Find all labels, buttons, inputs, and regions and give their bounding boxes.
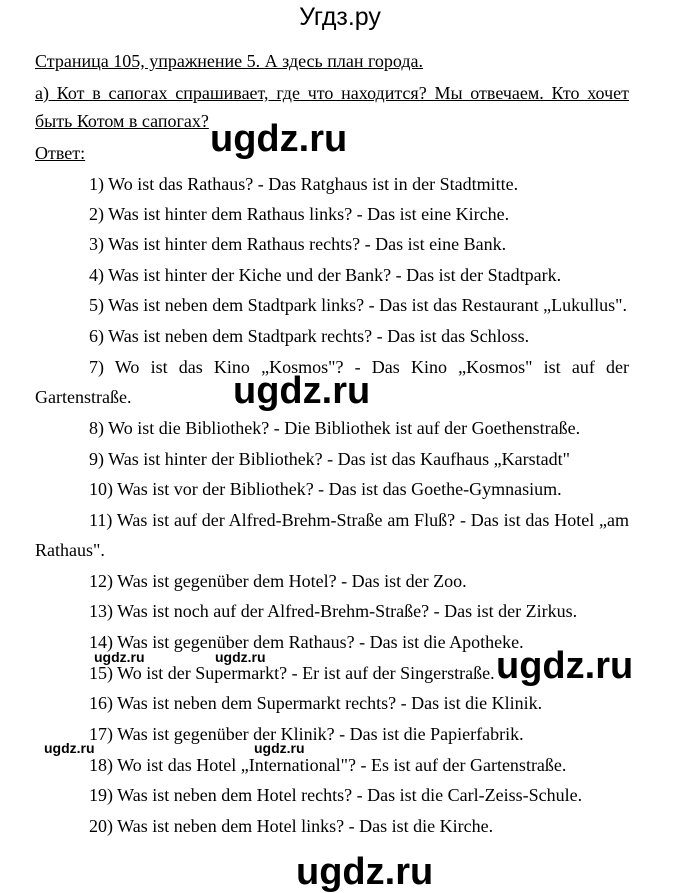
watermark: ugdz.ru (215, 649, 266, 665)
watermark: ugdz.ru (254, 740, 305, 756)
watermark: ugdz.ru (233, 370, 371, 412)
answer-5: 5) Was ist neben dem Stadtpark links? - Das ist das Restaurant „Lukullus". (89, 295, 627, 315)
answer-9: 9) Was ist hinter der Bibliothek? - Das ist das Kaufhaus „Karstadt" (89, 449, 570, 469)
answer-6: 6) Was ist neben dem Stadtpark rechts? - Das ist das Schloss. (89, 326, 530, 346)
watermark: ugdz.ru (296, 851, 434, 893)
answer-17: 17) Was ist gegenüber der Klinik? - Das ist die Papierfabrik. (89, 724, 524, 744)
answer-12: 12) Was ist gegenüber dem Hotel? - Das ist der Zoo. (89, 571, 467, 591)
answer-4: 4) Was ist hinter der Kiche und der Bank? - Das ist der Stadtpark. (89, 265, 562, 285)
answer-1: 1) Wo ist das Rathaus? - Das Ratghaus ist in der Stadtmitte. (89, 174, 519, 194)
task-title: Страница 105, упражнение 5. А здесь план города. (35, 51, 424, 71)
answer-10: 10) Was ist vor der Bibliothek? - Das ist das Goethe-Gymnasium. (89, 479, 562, 499)
answer-label: Ответ: (35, 143, 86, 163)
answer-15: 15) Wo ist der Supermarkt? - Er ist auf der Singerstraße. (89, 663, 495, 683)
site-title: Угдз.ру (299, 3, 381, 31)
answer-20: 20) Was ist neben dem Hotel links? - Das ist die Kirche. (89, 816, 494, 836)
watermark: ugdz.ru (44, 740, 95, 756)
answer-13: 13) Was ist noch auf der Alfred-Brehm-Straße? - Das ist der Zirkus. (89, 601, 578, 621)
answer-7-continuation: Gartenstraße. (35, 387, 132, 407)
answer-3: 3) Was ist hinter dem Rathaus rechts? - Das ist eine Bank. (89, 234, 507, 254)
answer-2: 2) Was ist hinter dem Rathaus links? - Das ist eine Kirche. (89, 204, 510, 224)
task-question-line-1: а) Кот в сапогах спрашивает, где что находится? Мы отвечаем. Кто хочет (35, 83, 629, 103)
task-question-line-2: быть Котом в сапогах? (35, 111, 209, 131)
watermark: ugdz.ru (210, 118, 348, 160)
answer-11: 11) Was ist auf der Alfred-Brehm-Straße am Fluß? - Das ist das Hotel „am (89, 510, 629, 530)
answer-11-continuation: Rathaus". (35, 540, 105, 560)
answer-8: 8) Wo ist die Bibliothek? - Die Bibliothek ist auf der Goethenstraße. (89, 418, 581, 438)
watermark: ugdz.ru (94, 649, 145, 665)
answer-7: 7) Wo ist das Kino „Kosmos"? - Das Kino „Kosmos" ist auf der (89, 357, 629, 377)
answer-14: 14) Was ist gegenüber dem Rathaus? - Das ist die Apotheke. (89, 632, 524, 652)
answer-18: 18) Wo ist das Hotel „International"? - Es ist auf der Gartenstraße. (89, 755, 567, 775)
answer-19: 19) Was ist neben dem Hotel rechts? - Das ist die Carl-Zeiss-Schule. (89, 785, 583, 805)
watermark: ugdz.ru (496, 645, 634, 687)
answer-16: 16) Was ist neben dem Supermarkt rechts? - Das ist die Klinik. (89, 693, 543, 713)
